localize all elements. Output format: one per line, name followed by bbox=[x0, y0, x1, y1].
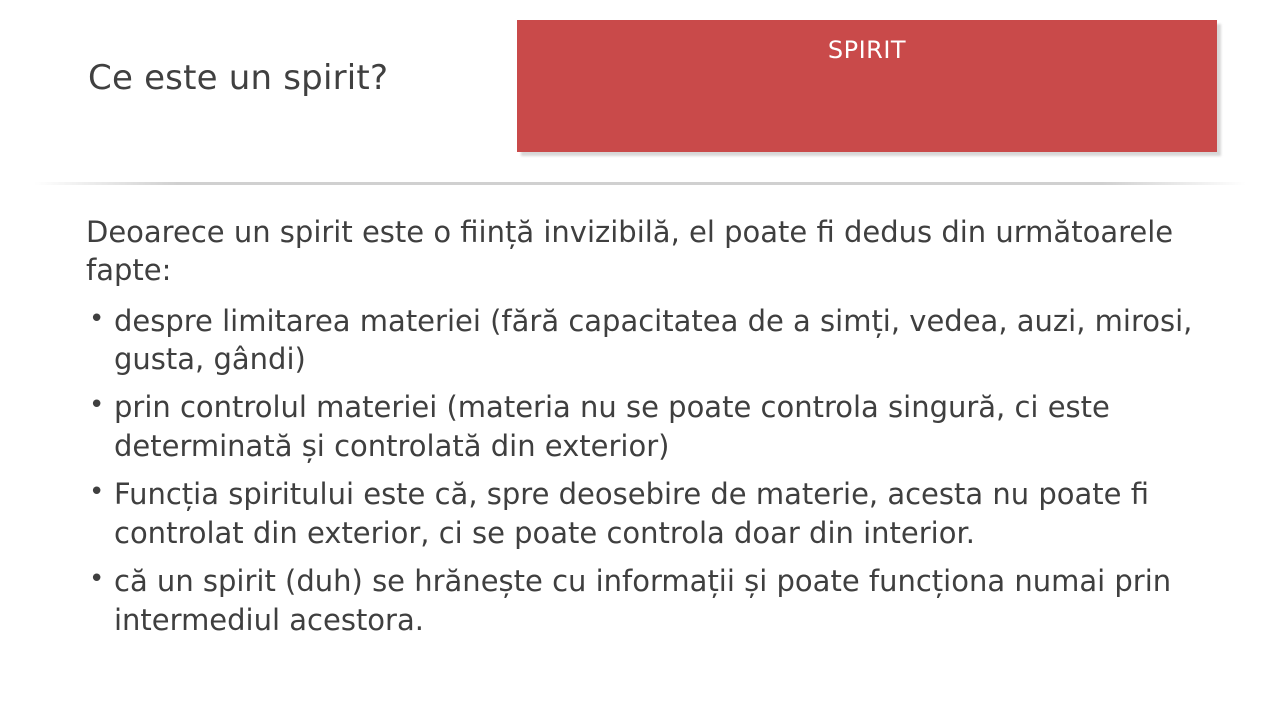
header-divider bbox=[34, 182, 1246, 185]
slide-body bbox=[86, 213, 1236, 648]
page-title: Ce este un spirit? bbox=[88, 58, 389, 98]
intro-paragraph: Deoarece un spirit este o ființă invizibilă, el poate fi dedus din următoarele fapte: bbox=[86, 215, 1174, 288]
list-item bbox=[86, 475, 1236, 553]
bullet-list bbox=[86, 302, 1236, 640]
list-item-text: prin controlul materiei (materia nu se poate controla singură, ci este determinată și controlată din exterior) bbox=[114, 390, 1110, 464]
bullet-marker-icon: • bbox=[89, 476, 105, 507]
list-item-text: că un spirit (duh) se hrănește cu informații și poate funcționa numai prin intermediul acestora. bbox=[114, 563, 1172, 637]
bullet-marker-icon: • bbox=[89, 303, 105, 334]
spirit-banner bbox=[517, 20, 1217, 152]
list-item-text: despre limitarea materiei (fără capacitatea de a simți, vedea, auzi, mirosi, gusta, gândi) bbox=[114, 303, 1193, 377]
list-item-text: Funcția spiritului este că, spre deosebire de materie, acesta nu poate fi controlat din exterior, ci se poate controla doar din interior. bbox=[114, 476, 1149, 550]
list-item bbox=[86, 302, 1236, 380]
list-item bbox=[86, 388, 1236, 466]
banner-label: SPIRIT bbox=[827, 36, 907, 64]
slide-header bbox=[0, 0, 1280, 182]
bullet-marker-icon: • bbox=[89, 563, 105, 594]
list-item bbox=[86, 562, 1236, 640]
bullet-marker-icon: • bbox=[89, 390, 105, 421]
